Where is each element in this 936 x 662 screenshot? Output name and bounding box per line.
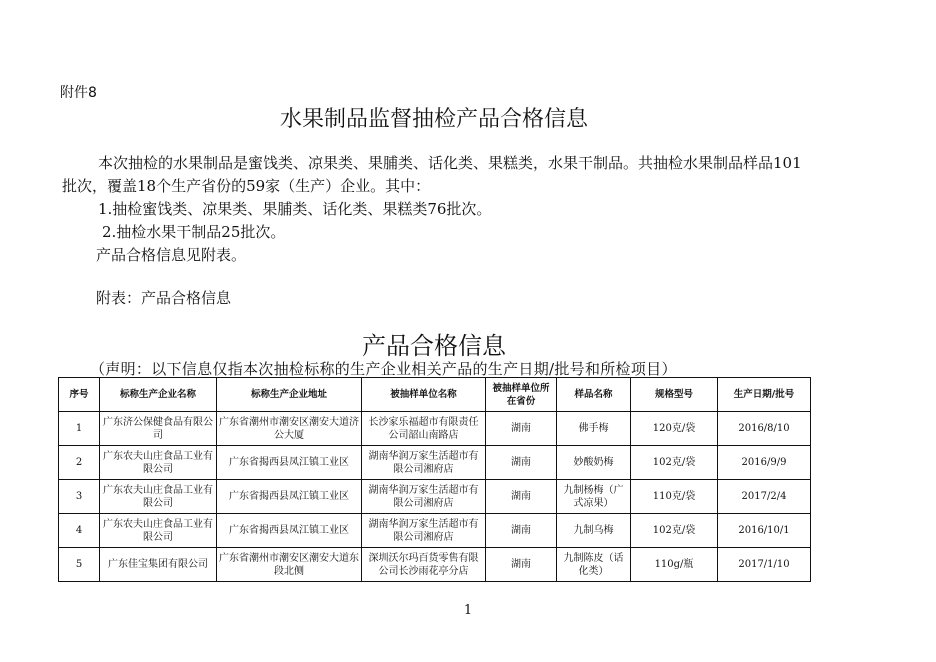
page-title: 水果制品监督抽检产品合格信息 — [279, 107, 588, 132]
col-header-company: 标称生产企业名称 — [100, 378, 217, 412]
table-row — [59, 446, 811, 480]
cell-index: 1 — [59, 412, 100, 446]
col-header-address: 标称生产企业地址 — [217, 378, 362, 412]
page-number: 1 — [463, 603, 473, 618]
cell-company: 广东农夫山庄食品工业有限公司 — [100, 514, 217, 548]
table-row — [59, 514, 811, 548]
table-row — [59, 548, 811, 582]
col-header-date: 生产日期/批号 — [718, 378, 811, 412]
cell-index: 5 — [59, 548, 100, 582]
col-header-sample-name: 样品名称 — [557, 378, 631, 412]
spacer — [62, 267, 802, 287]
intro-item-2: 2.抽检水果干制品25批次。 — [102, 223, 286, 241]
cell-sampled-unit: 湖南华润万家生活超市有限公司湘府店 — [362, 514, 486, 548]
cell-spec: 120克/袋 — [631, 412, 718, 446]
cell-index: 4 — [59, 514, 100, 548]
cell-province: 湖南 — [486, 446, 557, 480]
cell-address: 广东省揭西县凤江镇工业区 — [217, 480, 362, 514]
cell-spec: 102克/袋 — [631, 446, 718, 480]
cell-sample-name: 九制杨梅（广式凉果） — [557, 480, 631, 514]
cell-sampled-unit: 长沙家乐福超市有限责任公司韶山南路店 — [362, 412, 486, 446]
table-title: 产品合格信息 — [362, 332, 506, 360]
cell-index: 3 — [59, 480, 100, 514]
qualified-products-table — [58, 377, 811, 582]
table-row — [59, 480, 811, 514]
cell-sample-name: 妙酸奶梅 — [557, 446, 631, 480]
cell-province: 湖南 — [486, 480, 557, 514]
cell-sampled-unit: 湖南华润万家生活超市有限公司湘府店 — [362, 480, 486, 514]
cell-date: 2017/1/10 — [718, 548, 811, 582]
intro-section — [62, 152, 802, 310]
cell-company: 广东农夫山庄食品工业有限公司 — [100, 480, 217, 514]
cell-company: 广东济公保健食品有限公司 — [100, 412, 217, 446]
cell-date: 2016/10/1 — [718, 514, 811, 548]
cell-sample-name: 佛手梅 — [557, 412, 631, 446]
table-row — [59, 412, 811, 446]
table-header-row — [59, 378, 811, 412]
cell-sampled-unit: 湖南华润万家生活超市有限公司湘府店 — [362, 446, 486, 480]
table-notice: （声明：以下信息仅指本次抽检标称的生产企业相关产品的生产日期/批号和所检项目） — [90, 360, 677, 378]
cell-province: 湖南 — [486, 548, 557, 582]
cell-address: 广东省潮州市潮安区潮安大道东段北侧 — [217, 548, 362, 582]
cell-date: 2016/8/10 — [718, 412, 811, 446]
appendix-label: 附表：产品合格信息 — [96, 289, 232, 307]
cell-sample-name: 九制乌梅 — [557, 514, 631, 548]
cell-address: 广东省潮州市潮安区潮安大道济公大厦 — [217, 412, 362, 446]
cell-address: 广东省揭西县凤江镇工业区 — [217, 514, 362, 548]
cell-company: 广东佳宝集团有限公司 — [100, 548, 217, 582]
cell-address: 广东省揭西县凤江镇工业区 — [217, 446, 362, 480]
cell-spec: 102克/袋 — [631, 514, 718, 548]
cell-sample-name: 九制陈皮（话化类） — [557, 548, 631, 582]
intro-item-1: 1.抽检蜜饯类、凉果类、果脯类、话化类、果糕类76批次。 — [98, 200, 492, 218]
cell-index: 2 — [59, 446, 100, 480]
col-header-sampled-unit: 被抽样单位名称 — [362, 378, 486, 412]
cell-date: 2016/9/9 — [718, 446, 811, 480]
cell-province: 湖南 — [486, 514, 557, 548]
intro-paragraph: 本次抽检的水果制品是蜜饯类、凉果类、果脯类、话化类、果糕类，水果干制品。共抽检水果制品样品101批次，覆盖18个生产省份的59家（生产）企业。其中： — [62, 154, 802, 195]
cell-spec: 110g/瓶 — [631, 548, 718, 582]
col-header-spec: 规格型号 — [631, 378, 718, 412]
cell-company: 广东农夫山庄食品工业有限公司 — [100, 446, 217, 480]
cell-date: 2017/2/4 — [718, 480, 811, 514]
cell-spec: 110克/袋 — [631, 480, 718, 514]
col-header-province: 被抽样单位所在省份 — [486, 378, 557, 412]
intro-line-3: 产品合格信息见附表。 — [96, 246, 247, 264]
col-header-index: 序号 — [59, 378, 100, 412]
cell-province: 湖南 — [486, 412, 557, 446]
attachment-label: 附件8 — [60, 85, 97, 101]
cell-sampled-unit: 深圳沃尔玛百货零售有限公司长沙雨花亭分店 — [362, 548, 486, 582]
